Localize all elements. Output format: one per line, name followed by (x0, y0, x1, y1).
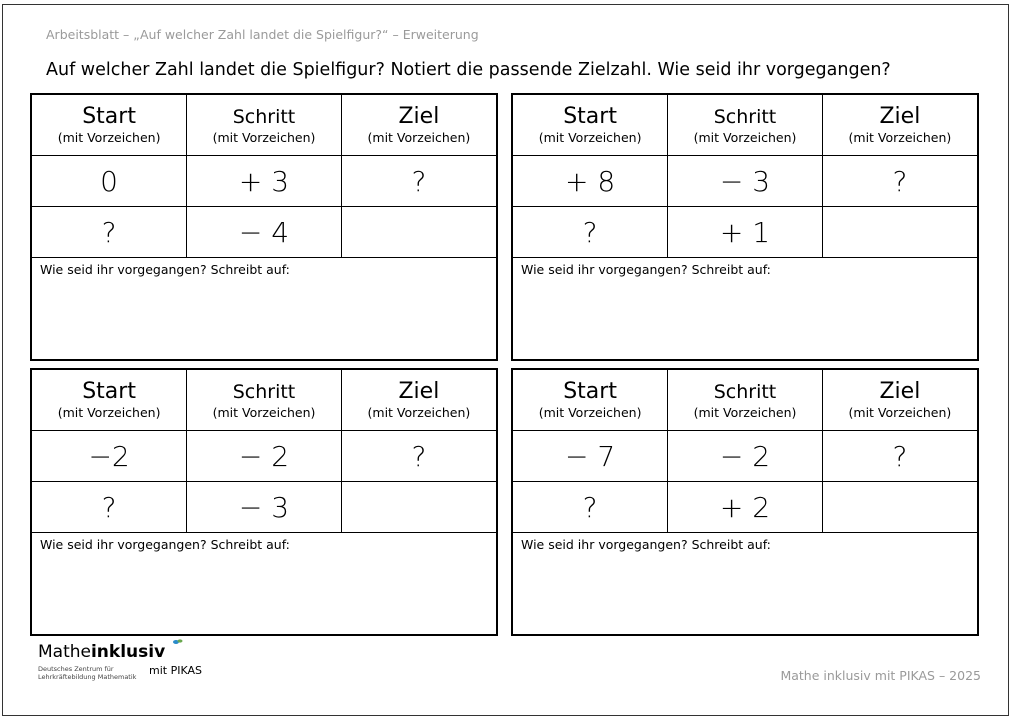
table-row (513, 207, 977, 258)
step-cell[interactable]: − 3 (668, 156, 823, 207)
exercise-card-4 (511, 368, 979, 636)
table-row (513, 156, 977, 207)
table-row (32, 207, 496, 258)
step-cell[interactable]: + 2 (668, 482, 823, 533)
logo-pikas: mit PIKAS (149, 664, 202, 677)
logo-subline-2: Lehrkräftebildung Mathematik (38, 673, 137, 681)
task-instruction: Auf welcher Zahl landet die Spielfigur? Notiert die passende Zielzahl. Wie seid ihr vorgegangen? (46, 60, 891, 80)
leaf-icon (173, 638, 183, 646)
notes-area[interactable] (32, 258, 496, 361)
step-header: Schritt (mit Vorzeichen) (187, 370, 342, 431)
step-cell[interactable]: + 1 (668, 207, 823, 258)
goal-cell[interactable] (822, 482, 977, 533)
notes-label: Wie seid ihr vorgegangen? Schreibt auf: (521, 537, 771, 552)
goal-header: Ziel (mit Vorzeichen) (341, 95, 496, 156)
step-cell[interactable]: − 2 (187, 431, 342, 482)
notes-area[interactable] (32, 533, 496, 636)
worksheet-subtitle: Arbeitsblatt – „Auf welcher Zahl landet die Spielfigur?“ – Erweiterung (46, 27, 479, 42)
notes-area[interactable] (513, 533, 977, 636)
notes-area[interactable] (513, 258, 977, 361)
exercise-card-3 (30, 368, 498, 636)
table-row (513, 482, 977, 533)
exercise-card-2 (511, 93, 979, 361)
goal-cell[interactable]: ? (341, 156, 496, 207)
logo-wordmark: Matheinklusiv (38, 642, 166, 662)
start-cell[interactable]: + 8 (513, 156, 668, 207)
start-cell[interactable]: −2 (32, 431, 187, 482)
table-row (32, 156, 496, 207)
step-header: Schritt (mit Vorzeichen) (187, 95, 342, 156)
step-header: Schritt (mit Vorzeichen) (668, 95, 823, 156)
table-row (32, 482, 496, 533)
step-header: Schritt (mit Vorzeichen) (668, 370, 823, 431)
start-header: Start (mit Vorzeichen) (513, 370, 668, 431)
exercise-card-1 (30, 93, 498, 361)
start-header: Start (mit Vorzeichen) (513, 95, 668, 156)
exercise-table (32, 370, 496, 635)
start-cell[interactable]: ? (513, 207, 668, 258)
exercise-table (513, 370, 977, 635)
step-cell[interactable]: − 2 (668, 431, 823, 482)
goal-header: Ziel (mit Vorzeichen) (822, 95, 977, 156)
notes-label: Wie seid ihr vorgegangen? Schreibt auf: (40, 262, 290, 277)
start-cell[interactable]: ? (513, 482, 668, 533)
goal-cell[interactable] (341, 482, 496, 533)
notes-label: Wie seid ihr vorgegangen? Schreibt auf: (521, 262, 771, 277)
goal-header: Ziel (mit Vorzeichen) (822, 370, 977, 431)
footer-credit: Mathe inklusiv mit PIKAS – 2025 (780, 668, 981, 683)
step-cell[interactable]: − 4 (187, 207, 342, 258)
start-cell[interactable]: 0 (32, 156, 187, 207)
step-cell[interactable]: + 3 (187, 156, 342, 207)
start-header: Start (mit Vorzeichen) (32, 95, 187, 156)
goal-cell[interactable]: ? (822, 431, 977, 482)
start-cell[interactable]: − 7 (513, 431, 668, 482)
start-cell[interactable]: ? (32, 482, 187, 533)
goal-cell[interactable] (822, 207, 977, 258)
start-cell[interactable]: ? (32, 207, 187, 258)
goal-cell[interactable]: ? (341, 431, 496, 482)
goal-cell[interactable] (341, 207, 496, 258)
exercise-table (513, 95, 977, 360)
notes-label: Wie seid ihr vorgegangen? Schreibt auf: (40, 537, 290, 552)
goal-cell[interactable]: ? (822, 156, 977, 207)
table-row (513, 431, 977, 482)
exercise-table (32, 95, 496, 360)
step-cell[interactable]: − 3 (187, 482, 342, 533)
table-row (32, 431, 496, 482)
mathe-inklusiv-logo (38, 642, 202, 681)
goal-header: Ziel (mit Vorzeichen) (341, 370, 496, 431)
logo-subline-1: Deutsches Zentrum für (38, 665, 114, 673)
start-header: Start (mit Vorzeichen) (32, 370, 187, 431)
